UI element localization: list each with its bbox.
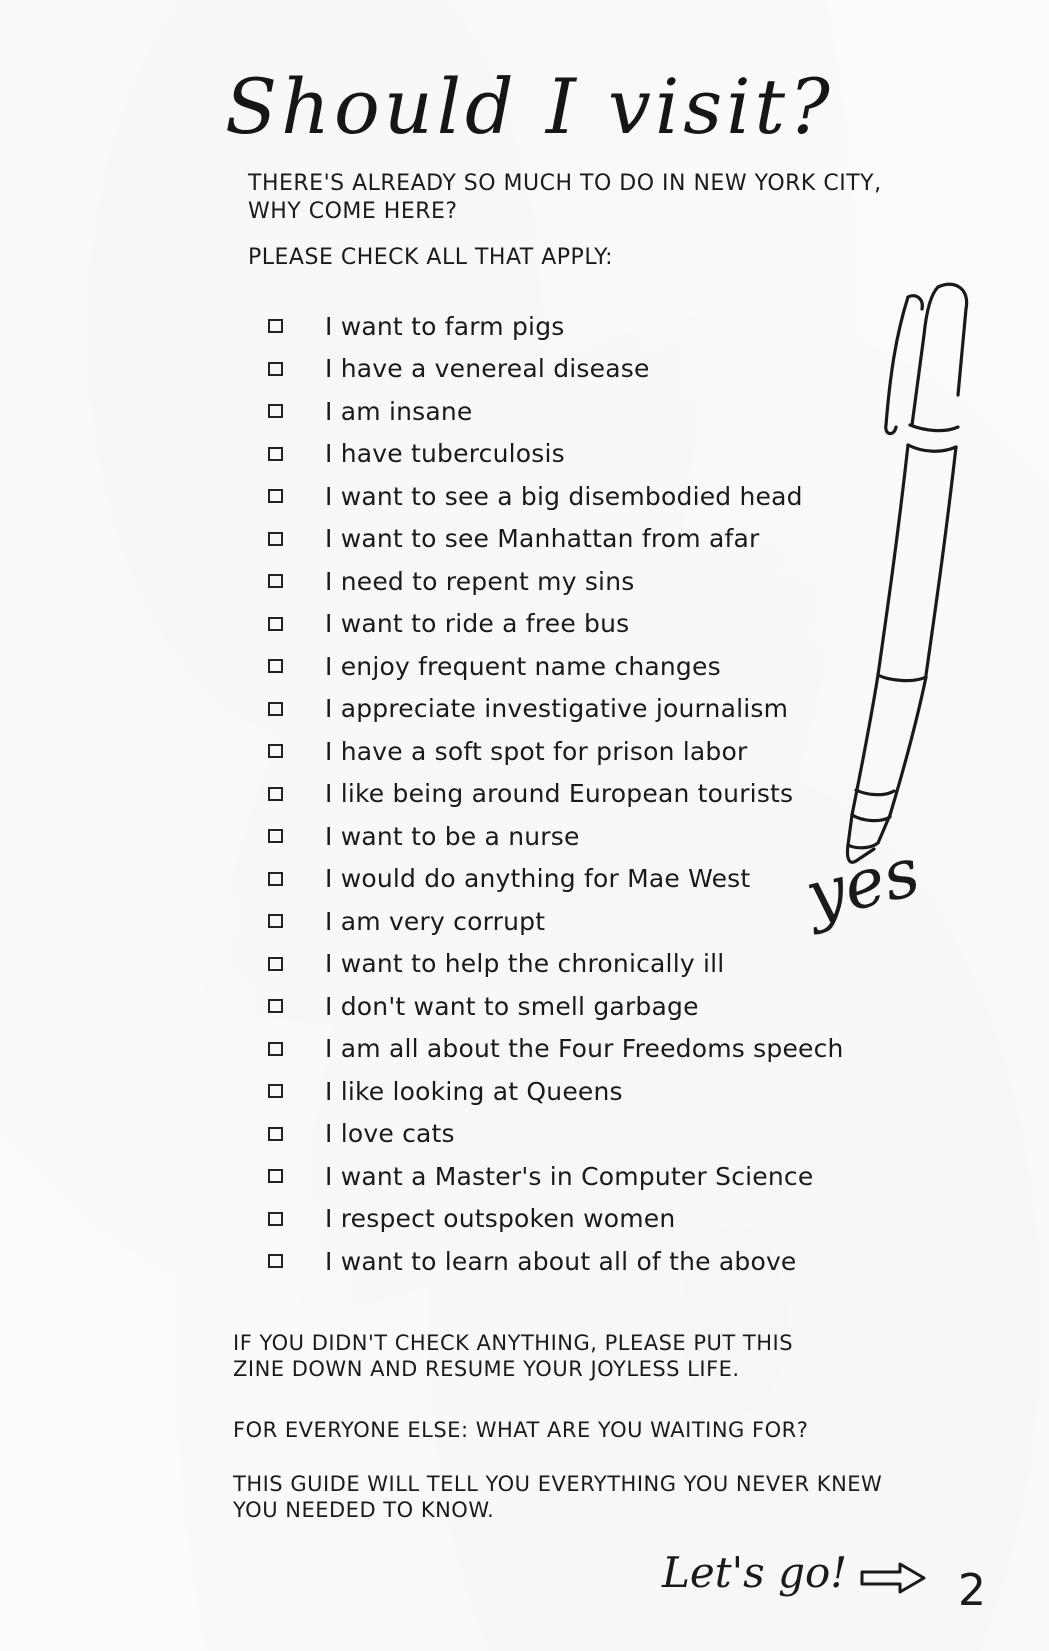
checklist-item-label: I want to learn about all of the above: [325, 1246, 797, 1276]
checklist-item-label: I would do anything for Mae West: [325, 864, 751, 894]
checkbox-icon[interactable]: [268, 1042, 283, 1056]
page-title: Should I visit?: [225, 62, 834, 151]
closing-line-5: YOU NEEDED TO KNOW.: [233, 1498, 495, 1523]
page-number: 2: [958, 1565, 986, 1616]
intro-text: [248, 170, 882, 225]
checklist-item-label: I have a venereal disease: [325, 354, 650, 384]
checklist-item: [268, 390, 788, 433]
checklist-item: [268, 433, 788, 476]
checklist-item: [268, 773, 794, 816]
checklist-item-label: I don't want to smell garbage: [325, 991, 699, 1021]
checklist: [268, 305, 844, 1283]
checklist-item: [268, 1028, 844, 1071]
checkbox-icon[interactable]: [268, 829, 283, 843]
checklist-item-label: I am insane: [325, 396, 473, 426]
checklist-item: [268, 1198, 788, 1241]
checkbox-icon[interactable]: [268, 617, 283, 631]
checkbox-icon[interactable]: [268, 574, 283, 588]
checklist-item: [268, 560, 788, 603]
checklist-item-label: I have tuberculosis: [325, 439, 565, 469]
lets-go-link[interactable]: Let's go!: [662, 1548, 848, 1597]
checkbox-icon[interactable]: [268, 532, 283, 546]
checklist-item: [268, 1070, 788, 1113]
instruction-text: PLEASE CHECK ALL THAT APPLY:: [248, 245, 614, 270]
closing-text: [233, 1330, 793, 1383]
checklist-item: [268, 348, 788, 391]
checklist-item-label: I respect outspoken women: [325, 1204, 676, 1234]
checklist-item-label: I appreciate investigative journalism: [325, 694, 789, 724]
checkbox-icon[interactable]: [268, 659, 283, 673]
closing-line-4: THIS GUIDE WILL TELL YOU EVERYTHING YOU NEVER KNEW: [233, 1472, 883, 1496]
checklist-item: [268, 815, 788, 858]
checklist-item-label: I want to farm pigs: [325, 311, 565, 341]
checkbox-icon[interactable]: [268, 404, 283, 418]
checkbox-icon[interactable]: [268, 1127, 283, 1141]
checkbox-icon[interactable]: [268, 999, 283, 1013]
guide-description: [233, 1471, 882, 1524]
checklist-item-label: I have a soft spot for prison labor: [325, 736, 748, 766]
checklist-item-label: I want to help the chronically ill: [325, 949, 725, 979]
checkbox-icon[interactable]: [268, 447, 283, 461]
checklist-item: [268, 603, 788, 646]
checklist-item: [268, 645, 788, 688]
checklist-item: [268, 518, 788, 561]
checklist-item-label: I like looking at Queens: [325, 1076, 623, 1106]
checklist-item: [268, 730, 788, 773]
checklist-item: [268, 1155, 814, 1198]
arrow-right-icon[interactable]: [858, 1560, 928, 1596]
checklist-item-label: I want a Master's in Computer Science: [325, 1161, 814, 1191]
checklist-item-label: I want to see Manhattan from afar: [325, 524, 760, 554]
checklist-item-label: I like being around European tourists: [325, 779, 794, 809]
checkbox-icon[interactable]: [268, 702, 283, 716]
checkbox-icon[interactable]: [268, 489, 283, 503]
checkbox-icon[interactable]: [268, 1254, 283, 1268]
checkbox-icon[interactable]: [268, 957, 283, 971]
checkbox-icon[interactable]: [268, 362, 283, 376]
checkbox-icon[interactable]: [268, 744, 283, 758]
checkbox-icon[interactable]: [268, 1169, 283, 1183]
checkbox-icon[interactable]: [268, 1084, 283, 1098]
closing-line-1: IF YOU DIDN'T CHECK ANYTHING, PLEASE PUT THIS: [233, 1331, 794, 1355]
checklist-item: [268, 943, 788, 986]
checklist-item-label: I need to repent my sins: [325, 566, 635, 596]
closing-line-2: ZINE DOWN AND RESUME YOUR JOYLESS LIFE.: [233, 1357, 740, 1382]
checklist-item-label: I am all about the Four Freedoms speech: [325, 1034, 844, 1064]
checklist-item-label: I want to see a big disembodied head: [325, 481, 803, 511]
intro-line-2: WHY COME HERE?: [248, 198, 458, 224]
checklist-item: [268, 688, 788, 731]
closing-question: FOR EVERYONE ELSE: WHAT ARE YOU WAITING FOR?: [233, 1418, 809, 1442]
yes-annotation: yes: [798, 832, 928, 937]
checklist-item-label: I want to be a nurse: [325, 821, 580, 851]
checklist-item: [268, 985, 788, 1028]
checkbox-icon[interactable]: [268, 787, 283, 801]
checklist-item: [268, 858, 788, 901]
checklist-item: [268, 1240, 797, 1283]
checklist-item-label: I want to ride a free bus: [325, 609, 630, 639]
checklist-item-label: I am very corrupt: [325, 906, 546, 936]
checkbox-icon[interactable]: [268, 914, 283, 928]
checkbox-icon[interactable]: [268, 319, 283, 333]
checklist-item-label: I love cats: [325, 1119, 455, 1149]
checkbox-icon[interactable]: [268, 872, 283, 886]
checklist-item-label: I enjoy frequent name changes: [325, 651, 721, 681]
checkbox-icon[interactable]: [268, 1212, 283, 1226]
checklist-item: [268, 900, 788, 943]
checklist-item: [268, 475, 803, 518]
checklist-item: [268, 1113, 788, 1156]
intro-line-1: THERE'S ALREADY SO MUCH TO DO IN NEW YORK CITY,: [248, 171, 882, 196]
checklist-item: [268, 305, 788, 348]
